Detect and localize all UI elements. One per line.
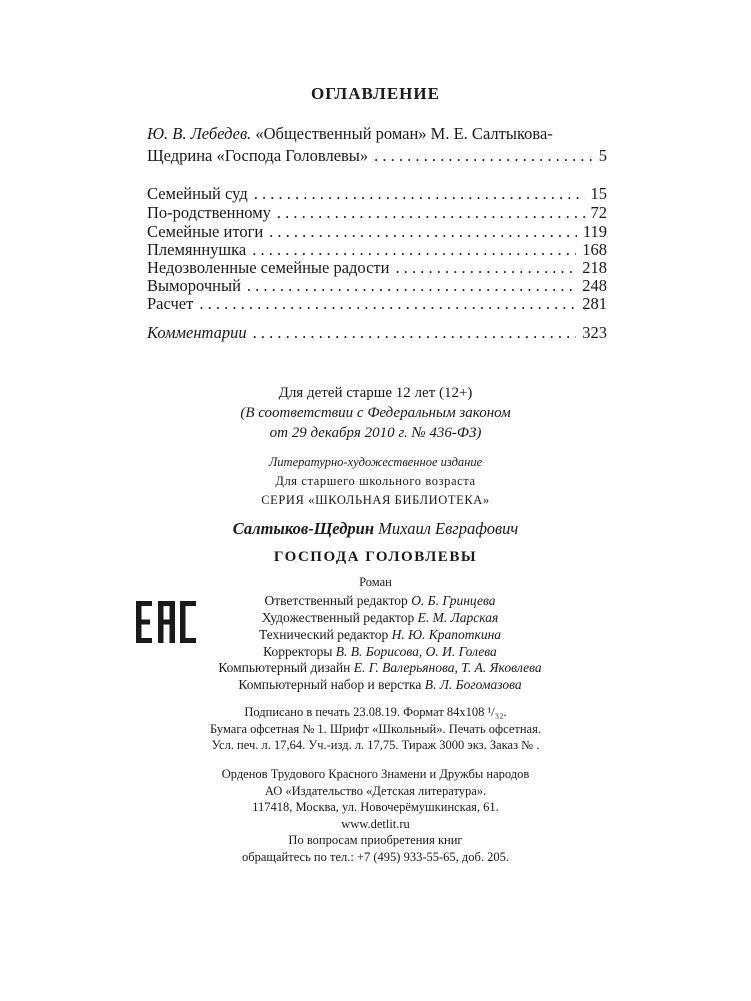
edition-audience: Для старшего школьного возраста: [275, 474, 476, 488]
intro-page: 5: [598, 146, 607, 165]
toc-entry: [147, 258, 607, 278]
toc-entry-page: 72: [590, 203, 607, 222]
toc-entry-page: 119: [582, 222, 607, 241]
publisher-contact-line2: обращайтесь по тел.: +7 (495) 933-55-65, доб. 205.: [241, 850, 510, 864]
intro-author: Ю. В. Лебедев.: [147, 124, 252, 143]
publisher-line1: Орденов Трудового Красного Знамени и Дружбы народов: [221, 767, 530, 781]
toc-entry-title: Выморочный: [147, 276, 241, 295]
publisher-contact-line1: По вопросам приобретения книг: [288, 833, 463, 847]
leader-dots: [269, 222, 577, 242]
toc-entry-page: 15: [590, 184, 607, 203]
book-page: ОГЛАВЛЕНИЕ Ю. В. Лебедев. «Общественный роман» М. Е. Салтыкова- Щедрина «Господа Головлевы» . . . 5 Семейный суд . . . 15 По-родственному . . . 72 Семейные итоги . . . 119 Племяннушка . . . 168 Недозволенные семейные радости . . . 218 Выморочный . . . 248 Расчет . . . 281 Комментарии . . . 323 Для детей старше 12 лет (12+) (В соответствии с Федеральным законом от 29 декабря 2010 г. № 436-ФЗ) Литературно-художественное издание Для старшего школьного возраста СЕРИЯ «ШКОЛЬНАЯ БИБЛИОТЕКА» Салтыков-Щедрин Михаил Евграфович ГОСПОДА ГОЛОВЛЕВЫ Роман Ответственный редактор О. Б. Гринцева Художественный редактор Е. М. Ларская Технический редактор Н. Ю. Крапоткина Корректоры В. В. Борисова, О. И. Голева Компьютерный дизайн Е. Г. Валерьянова, Т. А. Яковлева Компьютерный набор и верстка В. Л. Богомазова Подписано в печать 23.08.19. Формат 84x108 ¹/₃₂. Бумага офсетная № 1. Шрифт «Школьный». Печать офсетная. Усл. печ. л. 17,64. Уч.-изд. л. 17,75. Тираж 3000 экз. Заказ № . Орденов Трудового Красного Знамени и Дружбы народов АО «Издательство «Детская литература». 117418, Москва, ул. Новочерёмушкинская, 61. www.detlit.ru По вопросам приобретения книг обращайтесь по тел.: +7 (495) 933-55-65, доб. 205.: [0, 0, 751, 1001]
toc-entry-page: 218: [582, 258, 607, 277]
toc-entry-page: 281: [582, 294, 607, 313]
toc-entry: [147, 184, 607, 204]
toc-entry-title: Семейный суд: [147, 184, 248, 203]
leader-dots: [199, 294, 576, 314]
publisher-address: 117418, Москва, ул. Новочерёмушкинская, 61.: [252, 800, 499, 814]
toc-title: ОГЛАВЛЕНИЕ: [311, 84, 440, 103]
toc-entry-title: Семейные итоги: [147, 222, 264, 241]
staff-name: Н. Ю. Крапоткина: [391, 627, 502, 642]
leader-dots: [277, 203, 585, 223]
toc-entry-title: Расчет: [147, 294, 194, 313]
print-info-line3: Усл. печ. л. 17,64. Уч.-изд. л. 17,75. Тираж 3000 экз. Заказ № .: [211, 738, 540, 752]
print-info-line2: Бумага офсетная № 1. Шрифт «Школьный». Печать офсетная.: [210, 722, 541, 736]
toc-comments-title: Комментарии: [147, 323, 247, 342]
toc-entry: [147, 222, 607, 242]
intro-title-part2: Щедрина «Господа Головлевы»: [147, 146, 369, 165]
edition-series: СЕРИЯ «ШКОЛЬНАЯ БИБЛИОТЕКА»: [261, 493, 490, 507]
print-info-line1: Подписано в печать 23.08.19. Формат 84x108 ¹/₃₂.: [244, 705, 507, 719]
edition-genre: Литературно-художественное издание: [268, 455, 483, 469]
staff-name: В. Л. Богомазова: [424, 677, 522, 692]
toc-entry: [147, 276, 607, 296]
staff-name: Е. М. Ларская: [417, 610, 499, 625]
toc-entry: [147, 294, 607, 314]
intro-title-part1: «Общественный роман» М. Е. Салтыкова-: [251, 124, 553, 143]
toc-comments: [147, 323, 607, 343]
book-title: ГОСПОДА ГОЛОВЛЕВЫ: [273, 549, 478, 565]
book-genre: Роман: [359, 575, 392, 589]
leader-dots: [253, 323, 577, 343]
age-law-line1: (В соответствии с Федеральным законом: [240, 405, 511, 421]
toc-entry-title: По-родственному: [147, 203, 271, 222]
age-rating: Для детей старше 12 лет (12+): [278, 385, 473, 401]
author-surname: Салтыков-Щедрин: [232, 519, 374, 538]
staff-name: О. Б. Гринцева: [411, 593, 496, 608]
leader-dots: [252, 240, 576, 260]
toc-entry-page: 168: [582, 240, 607, 259]
toc-entry: [147, 240, 607, 260]
leader-dots: [254, 184, 585, 204]
staff-name: В. В. Борисова, О. И. Голева: [335, 644, 497, 659]
age-law-line2: от 29 декабря 2010 г. № 436-ФЗ): [269, 425, 482, 441]
toc-entry: [147, 203, 607, 223]
leader-dots: [247, 276, 576, 296]
author-given-name: Михаил Евграфович: [373, 519, 519, 538]
leader-dots: [395, 258, 576, 278]
toc-entry-page: 248: [582, 276, 607, 295]
leader-dots: [374, 146, 593, 166]
staff-name: Е. Г. Валерьянова, Т. А. Яковлева: [353, 660, 542, 675]
book-author: [0, 519, 751, 539]
toc-entry-title: Племяннушка: [147, 240, 247, 259]
toc-comments-page: 323: [582, 323, 607, 342]
publisher-line2: АО «Издательство «Детская литература».: [264, 784, 487, 798]
toc-entry-title: Недозволенные семейные радости: [147, 258, 390, 277]
toc-intro-line2: [147, 146, 607, 166]
publisher-website: www.detlit.ru: [341, 817, 410, 831]
